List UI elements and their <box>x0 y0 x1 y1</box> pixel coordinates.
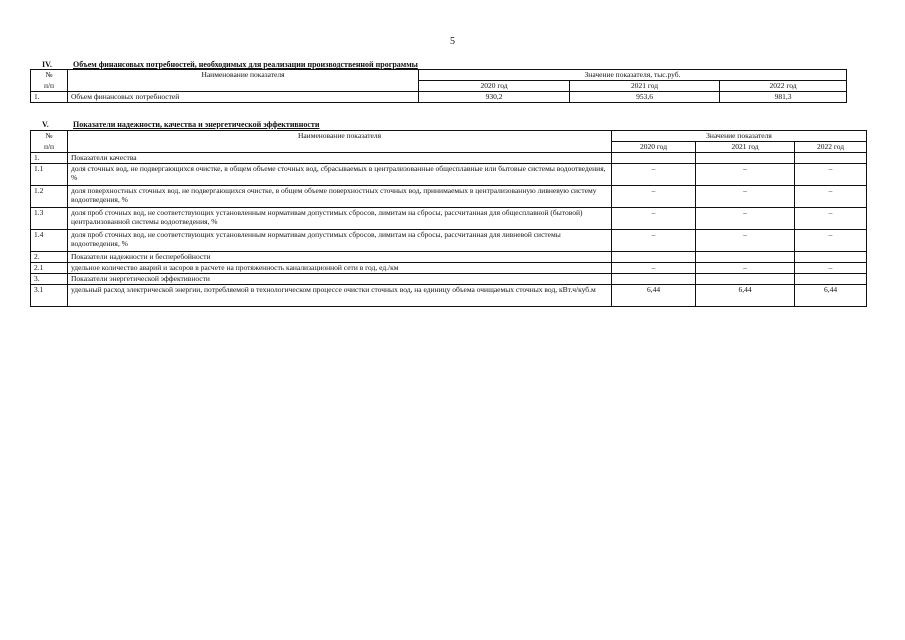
row-value: – <box>696 186 795 208</box>
table-row <box>31 252 867 263</box>
section-v-number: V. <box>42 120 49 129</box>
year-header: 2022 год <box>795 142 867 153</box>
row-name: доля проб сточных вод, не соответствующих установленным нормативам допустимых сбросов, лимитам на сбросы, рассчитанная для общесплавной (бытовой) централизованной системы водоотведения, % <box>68 208 612 230</box>
row-number: 3. <box>31 274 68 285</box>
row-value: – <box>795 208 867 230</box>
row-value: 953,6 <box>570 92 720 103</box>
row-value: – <box>696 164 795 186</box>
table-row <box>31 230 867 252</box>
row-number: 1.2 <box>31 186 68 208</box>
section-v-title <box>42 120 319 129</box>
section-iv-number: IV. <box>42 60 52 69</box>
row-value: 6,44 <box>612 285 696 307</box>
value-header: Значение показателя, тыс.руб. <box>419 70 847 81</box>
year-header: 2020 год <box>419 81 570 92</box>
value-header: Значение показателя <box>612 131 867 142</box>
row-value-empty <box>696 153 795 164</box>
year-header: 2021 год <box>570 81 720 92</box>
row-name: доля поверхностных сточных вод, не подвергающихся очистке, в общем объеме поверхностных сточных вод, принимаемых в централизованную ливневую систему водоотведения, % <box>68 186 612 208</box>
table-row <box>31 285 867 307</box>
table-header-row <box>31 142 867 153</box>
page-number: 5 <box>450 36 455 47</box>
row-value-empty <box>696 252 795 263</box>
row-value: – <box>612 208 696 230</box>
row-name: доля проб сточных вод, не соответствующих установленным нормативам допустимых сбросов, лимитам на сбросы, рассчитанная для ливневой системы водоотведения, % <box>68 230 612 252</box>
table-row <box>31 263 867 274</box>
section-iv-heading: Объем финансовых потребностей, необходимых для реализации производственной программы <box>73 60 418 69</box>
row-value-empty <box>795 252 867 263</box>
name-header: Наименование показателя <box>68 131 612 142</box>
row-value-empty <box>612 274 696 285</box>
row-value: – <box>612 164 696 186</box>
row-value: – <box>612 230 696 252</box>
row-value: – <box>696 230 795 252</box>
row-name: Показатели энергетической эффективности <box>68 274 612 285</box>
row-value: 930,2 <box>419 92 570 103</box>
row-value-empty <box>795 274 867 285</box>
year-header: 2020 год <box>612 142 696 153</box>
financial-needs-table <box>30 69 847 103</box>
row-value: 981,3 <box>720 92 847 103</box>
row-number: 2. <box>31 252 68 263</box>
row-name: доля сточных вод, не подвергающихся очистке, в общем объеме сточных вод, сбрасываемых в централизованные общесплавные или бытовые системы водоотведения, % <box>68 164 612 186</box>
table-header-row <box>31 131 867 142</box>
row-value: – <box>612 263 696 274</box>
row-value: – <box>795 230 867 252</box>
row-name: Объем финансовых потребностей <box>68 92 419 103</box>
table-row <box>31 186 867 208</box>
row-value-empty <box>612 153 696 164</box>
year-header: 2021 год <box>696 142 795 153</box>
table-header-row <box>31 70 847 81</box>
name-header-empty <box>68 142 612 153</box>
num-header-sub: п/п <box>31 142 68 153</box>
row-number: 1.3 <box>31 208 68 230</box>
row-value-empty <box>696 274 795 285</box>
table-header-row <box>31 81 847 92</box>
row-value: 6,44 <box>696 285 795 307</box>
num-header-sub: п/п <box>31 81 68 92</box>
row-number: 1. <box>31 92 68 103</box>
row-name: Показатели качества <box>68 153 612 164</box>
row-number: 2.1 <box>31 263 68 274</box>
table-row <box>31 274 867 285</box>
table-row <box>31 92 847 103</box>
row-value: – <box>795 263 867 274</box>
num-header: № <box>31 131 68 142</box>
row-name: удельный расход электрической энергии, потребляемой в технологическом процессе очистки сточных вод, на единицу объема очищаемых сточных вод, кВт.ч/куб.м <box>68 285 612 307</box>
row-number: 1.4 <box>31 230 68 252</box>
row-value: – <box>696 263 795 274</box>
row-value: 6,44 <box>795 285 867 307</box>
table-row <box>31 153 867 164</box>
table-row <box>31 208 867 230</box>
row-value: – <box>696 208 795 230</box>
section-iv-title <box>42 60 418 69</box>
name-header: Наименование показателя <box>68 70 419 81</box>
row-value-empty <box>612 252 696 263</box>
row-value: – <box>612 186 696 208</box>
table-row <box>31 164 867 186</box>
indicators-table <box>30 130 867 307</box>
row-value: – <box>795 164 867 186</box>
row-number: 3.1 <box>31 285 68 307</box>
year-header: 2022 год <box>720 81 847 92</box>
name-header-empty <box>68 81 419 92</box>
row-name: удельное количество аварий и засоров в расчете на протяженность канализационной сети в год, ед./км <box>68 263 612 274</box>
row-number: 1.1 <box>31 164 68 186</box>
row-number: 1. <box>31 153 68 164</box>
num-header: № <box>31 70 68 81</box>
section-v-heading: Показатели надежности, качества и энергетической эффективности <box>73 120 320 129</box>
row-value-empty <box>795 153 867 164</box>
row-value: – <box>795 186 867 208</box>
row-name: Показатели надежности и бесперебойности <box>68 252 612 263</box>
